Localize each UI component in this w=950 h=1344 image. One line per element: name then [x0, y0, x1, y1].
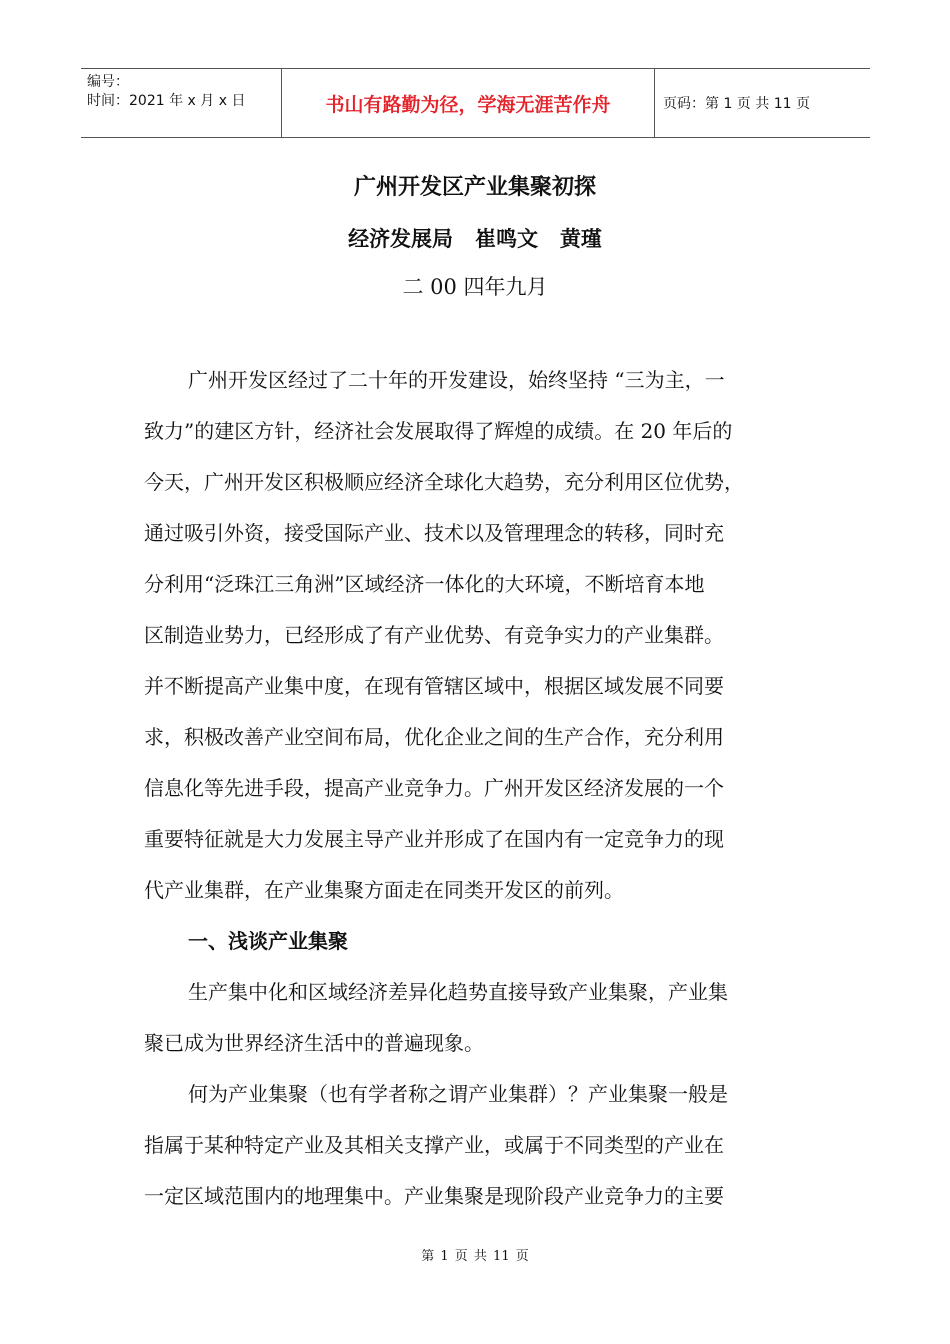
header-meta-cell: [81, 69, 281, 137]
paragraph-line: 一定区域范围内的地理集中。产业集聚是现阶段产业竞争力的主要: [144, 1184, 724, 1208]
document-number-label: 编号：: [87, 74, 129, 90]
header-page-info: 页码：第 1 页 共 11 页: [663, 96, 810, 112]
document-title: 广州开发区产业集聚初探: [353, 175, 596, 200]
paragraph-line: 广州开发区经过了二十年的开发建设，始终坚持 “三为主，一: [188, 368, 725, 392]
paragraph-line: 信息化等先进手段，提高产业竞争力。广州开发区经济发展的一个: [144, 776, 724, 800]
paragraph-line: 生产集中化和区域经济差异化趋势直接导致产业集聚，产业集: [188, 980, 728, 1004]
paragraph-line: 聚已成为世界经济生活中的普遍现象。: [144, 1031, 484, 1055]
paragraph-line: 代产业集群，在产业集聚方面走在同类开发区的前列。: [144, 878, 624, 902]
paragraph-line: 今天，广州开发区积极顺应经济全球化大趋势，充分利用区位优势，: [144, 470, 744, 494]
document-header-table: [81, 68, 870, 138]
paragraph-line: 求，积极改善产业空间布局，优化企业之间的生产合作，充分利用: [144, 725, 724, 749]
paragraph-line: 并不断提高产业集中度，在现有管辖区域中，根据区域发展不同要: [144, 674, 724, 698]
document-time-label: 时间：2021 年 x 月 x 日: [87, 93, 246, 109]
document-body: [144, 355, 812, 1222]
section-heading: 一、浅谈产业集聚: [188, 929, 348, 953]
header-motto: 书山有路勤为径，学海无涯苦作舟: [325, 93, 611, 116]
paragraph-line: 分利用“泛珠江三角洲”区域经济一体化的大环境，不断培育本地: [144, 572, 705, 596]
paragraph-line: 通过吸引外资，接受国际产业、技术以及管理理念的转移，同时充: [144, 521, 724, 545]
paragraph-line: 区制造业势力，已经形成了有产业优势、有竞争实力的产业集群。: [144, 623, 724, 647]
paragraph-line: 指属于某种特定产业及其相关支撑产业，或属于不同类型的产业在: [144, 1133, 724, 1157]
document-authors: 经济发展局 崔鸣文 黄瑾: [348, 226, 602, 251]
paragraph-line: 致力”的建区方针，经济社会发展取得了辉煌的成绩。在 20 年后的: [144, 419, 733, 443]
document-date: 二 00 四年九月: [402, 275, 548, 299]
page-footer: 第 1 页 共 11 页: [421, 1249, 529, 1264]
paragraph-line: 重要特征就是大力发展主导产业并形成了在国内有一定竞争力的现: [144, 827, 724, 851]
paragraph-line: 何为产业集聚（也有学者称之谓产业集群）？产业集聚一般是: [188, 1082, 728, 1106]
